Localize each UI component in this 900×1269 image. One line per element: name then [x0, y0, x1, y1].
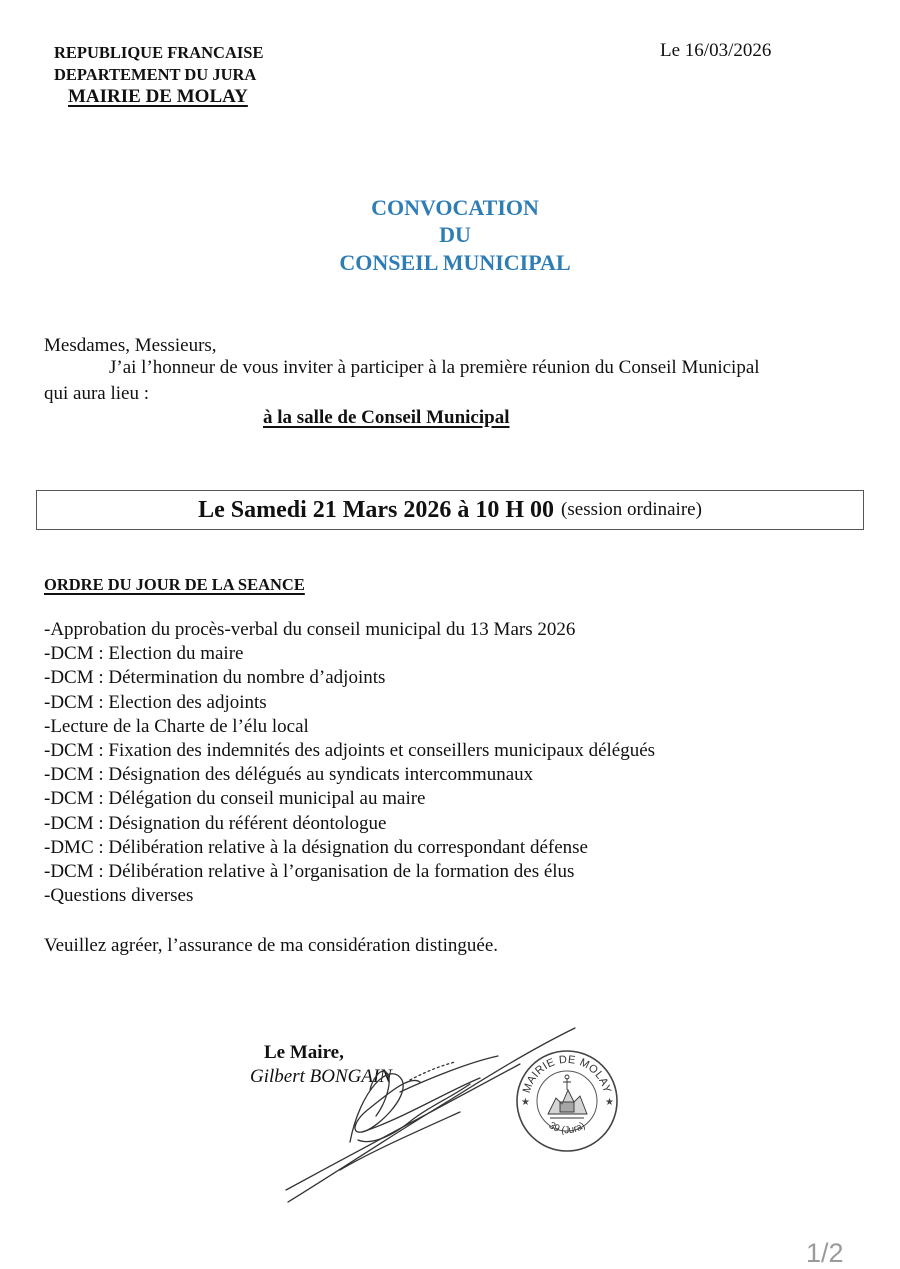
- greeting: Mesdames, Messieurs,: [44, 335, 217, 356]
- page-number: 1/2: [806, 1238, 844, 1268]
- seal-star-icon: ★: [521, 1097, 530, 1108]
- meeting-datetime: Le Samedi 21 Mars 2026 à 10 H 00: [198, 496, 555, 523]
- document-date: Le 16/03/2026: [660, 40, 772, 61]
- seal-emblem-icon: [548, 1075, 587, 1118]
- signatory-role: Le Maire,: [264, 1042, 344, 1063]
- agenda-item: -Lecture de la Charte de l’élu local: [44, 715, 309, 737]
- location-lead: qui aura lieu :: [44, 383, 149, 404]
- agenda-item: -DCM : Désignation des délégués au syndicats intercommunaux: [44, 764, 534, 786]
- agenda-item: -DCM : Election du maire: [44, 643, 244, 665]
- meeting-location: à la salle de Conseil Municipal: [263, 407, 510, 428]
- title-line-2: DU: [439, 222, 471, 247]
- seal-star-icon: ★: [605, 1097, 614, 1108]
- agenda-heading: ORDRE DU JOUR DE LA SEANCE: [44, 575, 305, 594]
- agenda-item: -Approbation du procès-verbal du conseil municipal du 13 Mars 2026: [44, 619, 576, 640]
- title-line-3: CONSEIL MUNICIPAL: [339, 250, 571, 275]
- meeting-session: (session ordinaire): [561, 499, 702, 520]
- seal-bottom-text: 39 (Jura): [546, 1120, 588, 1137]
- seal-top-text: MAIRIE DE MOLAY: [520, 1053, 614, 1095]
- agenda-item: -DCM : Election des adjoints: [44, 691, 267, 713]
- header-republic: REPUBLIQUE FRANCAISE: [54, 43, 264, 62]
- title-line-1: CONVOCATION: [371, 195, 539, 220]
- meeting-datetime-box: [36, 490, 864, 530]
- header-mairie: MAIRIE DE MOLAY: [68, 86, 248, 107]
- agenda-item: -DCM : Délibération relative à l’organisation de la formation des élus: [44, 861, 575, 883]
- agenda-list: [44, 618, 655, 908]
- agenda-item: -DCM : Détermination du nombre d’adjoints: [44, 667, 386, 689]
- agenda-item: -DCM : Délégation du conseil municipal au maire: [44, 788, 426, 810]
- closing-formula: Veuillez agréer, l’assurance de ma considération distinguée.: [44, 935, 498, 956]
- agenda-item: -DCM : Désignation du référent déontologue: [44, 812, 387, 834]
- svg-text:39 (Jura): [547, 1120, 588, 1136]
- invitation-text: J’ai l’honneur de vous inviter à participer à la première réunion du Conseil Municipal: [109, 357, 760, 378]
- agenda-item: -Questions diverses: [44, 885, 194, 907]
- signatory-name: Gilbert BONGAIN: [250, 1066, 392, 1087]
- header-department: DEPARTEMENT DU JURA: [54, 65, 257, 84]
- agenda-item: -DMC : Délibération relative à la désignation du correspondant défense: [44, 836, 588, 858]
- town-hall-seal: [512, 1046, 622, 1156]
- agenda-item: -DCM : Fixation des indemnités des adjoints et conseillers municipaux délégués: [44, 740, 656, 762]
